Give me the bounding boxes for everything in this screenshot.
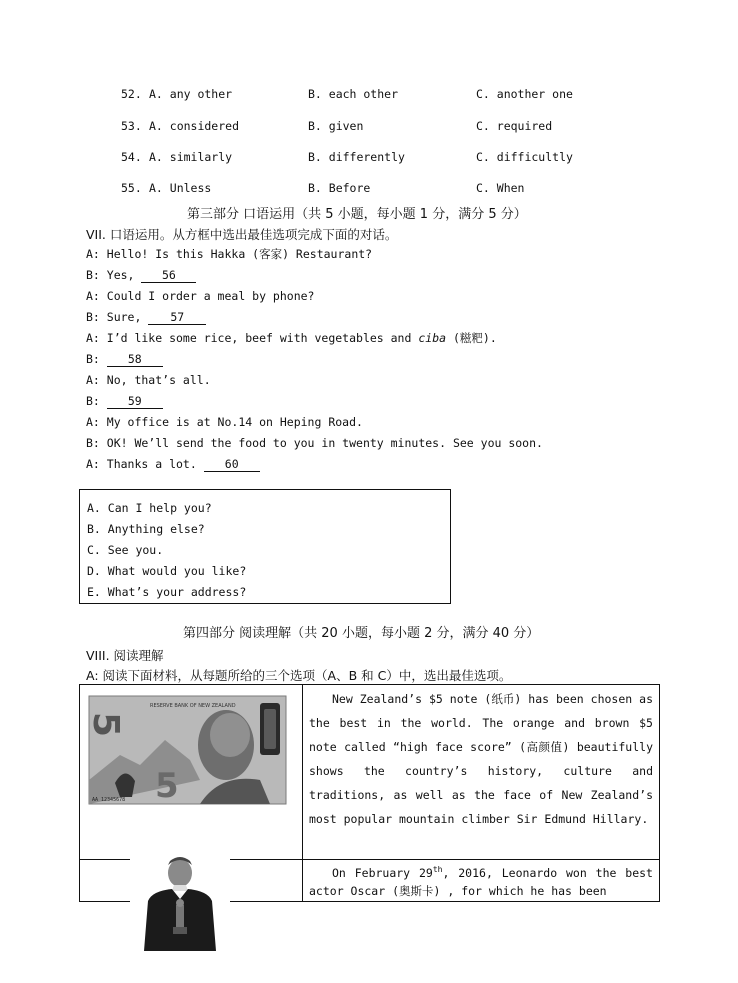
option-a: A. similarly [149,150,233,164]
passage-cell [303,860,660,902]
option-row-54 [0,150,738,166]
dialogue-line: B: Yes, 56 [86,268,196,283]
question-number: 53. [121,119,142,133]
dialogue-line: A: Hello! Is this Hakka (客家) Restaurant? [86,247,373,261]
dialogue-line: A: My office is at No.14 on Heping Road. [86,415,363,429]
dialogue-line: B: Sure, 57 [86,310,206,325]
answer-blank-57[interactable]: 57 [148,311,206,325]
choice-item: B. Anything else? [87,522,205,536]
choice-item: C. See you. [87,543,164,557]
note-digit-vertical: 5 [85,712,126,738]
answer-blank-59[interactable]: 59 [107,395,163,409]
note-digit: 5 [155,766,179,806]
dialogue-line: B: 58 [86,352,163,367]
part3-instruction: VII. 口语运用。从方框中选出最佳选项完成下面的对话。 [86,227,398,242]
option-a: A. considered [149,119,240,133]
option-c: C. required [476,119,553,133]
option-row-53 [0,119,738,135]
option-b: B. given [308,119,364,133]
option-c: C. another one [476,87,573,101]
part4-section-title: VIII. 阅读理解 [86,648,164,663]
note-serial: AA 12345678 [92,797,126,803]
option-a: A. Unless [149,181,212,195]
dialogue-line: A: No, that’s all. [86,373,211,387]
option-b: B. each other [308,87,399,101]
answer-blank-58[interactable]: 58 [107,353,163,367]
option-b: B. differently [308,150,405,164]
banknote-cell [80,685,303,860]
answer-blank-60[interactable]: 60 [204,458,260,472]
choice-item: A. Can I help you? [87,501,212,515]
choice-item: E. What’s your address? [87,585,247,599]
option-c: C. When [476,181,525,195]
passage-paragraph-1: New Zealand’s $5 note (纸币) has been chosen as the best in the world. The orange and brown $5 note called “high face score” (高颜值) beautifully shows the country’s history, culture and traditions, as well as the face of New Zealand’s most popular mountain climber Sir Edmund Hillary. [309,692,653,826]
actor-photo [130,855,230,951]
note-bank-name: RESERVE BANK OF NEW ZEALAND [150,703,236,709]
banknote-image [80,685,302,855]
part4-instruction: A: 阅读下面材料，从每题所给的三个选项（A、B 和 C）中，选出最佳选项。 [86,668,512,683]
passage-paragraph-2: On February 29th, 2016, Leonardo won the best actor Oscar (奥斯卡) , for which he has been [309,865,653,899]
dialogue-line: A: Could I order a meal by phone? [86,289,315,303]
dialogue-line: B: OK! We’ll send the food to you in twenty minutes. See you soon. [86,436,543,450]
option-a: A. any other [149,87,233,101]
question-number: 55. [121,181,142,195]
part3-heading: 第三部分 口语运用（共 5 小题，每小题 1 分，满分 5 分） [187,207,527,222]
answer-blank-56[interactable]: 56 [141,269,196,283]
passage-cell [303,685,660,860]
option-row-55 [0,181,738,197]
option-b: B. Before [308,181,371,195]
actor-photo-image [130,855,230,951]
dialogue-line: B: 59 [86,394,163,409]
part4-heading: 第四部分 阅读理解（共 20 小题，每小题 2 分，满分 40 分） [183,626,540,641]
choice-item: D. What would you like? [87,564,247,578]
question-number: 54. [121,150,142,164]
question-number: 52. [121,87,142,101]
option-row-52 [0,87,738,103]
dialogue-line: A: I’d like some rice, beef with vegetables and ciba (糍粑). [86,331,497,345]
dialogue-line: A: Thanks a lot. 60 [86,457,260,472]
option-c: C. difficultly [476,150,573,164]
choice-box [79,489,451,604]
